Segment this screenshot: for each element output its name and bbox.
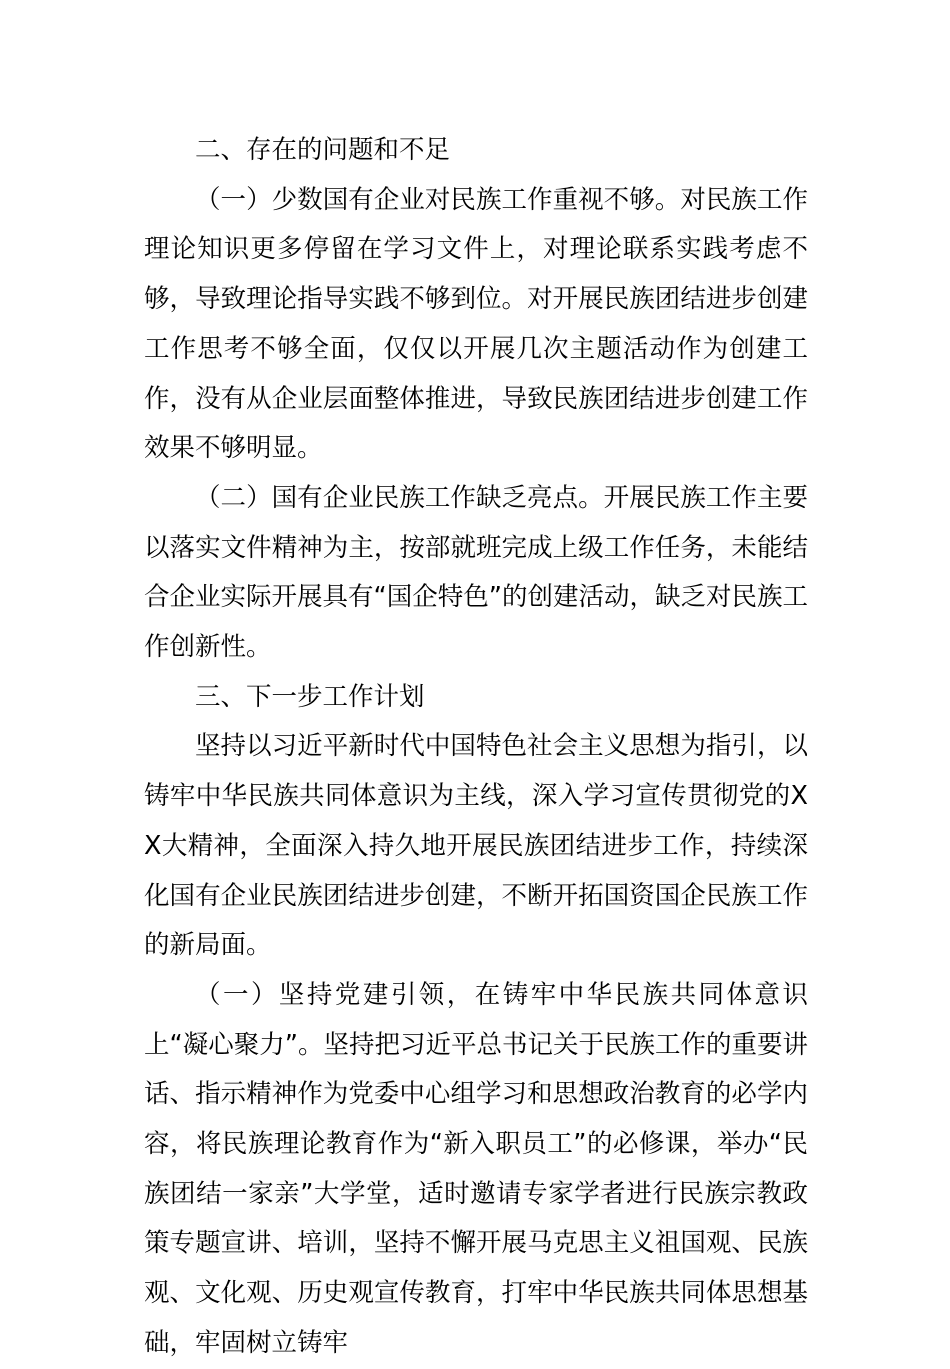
section-heading-problems: 二、存在的问题和不足 [195,135,451,165]
document-body [144,126,808,1369]
section-heading-next-plan: 三、下一步工作计划 [195,681,425,712]
paragraph-plan-intro: 坚持以习近平新时代中国特色社会主义思想为指引，以铸牢中华民族共同体意识为主线，深入学习宣传贯彻党的XX大精神，全面深入持久地开展民族团结进步工作，持续深化国有企业民族团结进步创建，不断开拓国资国企民族工作的新局面。 [144,731,808,961]
paragraph-problem-1: （一）少数国有企业对民族工作重视不够。对民族工作理论知识更多停留在学习文件上，对理论联系实践考虑不够，导致理论指导实践不够到位。对开展民族团结进步创建工作思考不够全面，仅仅以开展几次主题活动作为创建工作，没有从企业层面整体推进，导致民族团结进步创建工作效果不够明显。 [144,184,808,464]
paragraph-problem-2: （二）国有企业民族工作缺乏亮点。开展民族工作主要以落实文件精神为主，按部就班完成上级工作任务，未能结合企业实际开展具有“国企特色”的创建活动，缺乏对民族工作创新性。 [144,482,808,663]
paragraph-plan-1: （一）坚持党建引领，在铸牢中华民族共同体意识上“凝心聚力”。坚持把习近平总书记关于民族工作的重要讲话、指示精神作为党委中心组学习和思想政治教育的必学内容，将民族理论教育作为“新入职员工”的必修课，举办“民族团结一家亲”大学堂，适时邀请专家学者进行民族宗教政策专题宣讲、培训，坚持不懈开展马克思主义祖国观、民族观、文化观、历史观宣传教育，打牢中华民族共同体思想基础，牢固树立铸牢 [144,979,808,1358]
